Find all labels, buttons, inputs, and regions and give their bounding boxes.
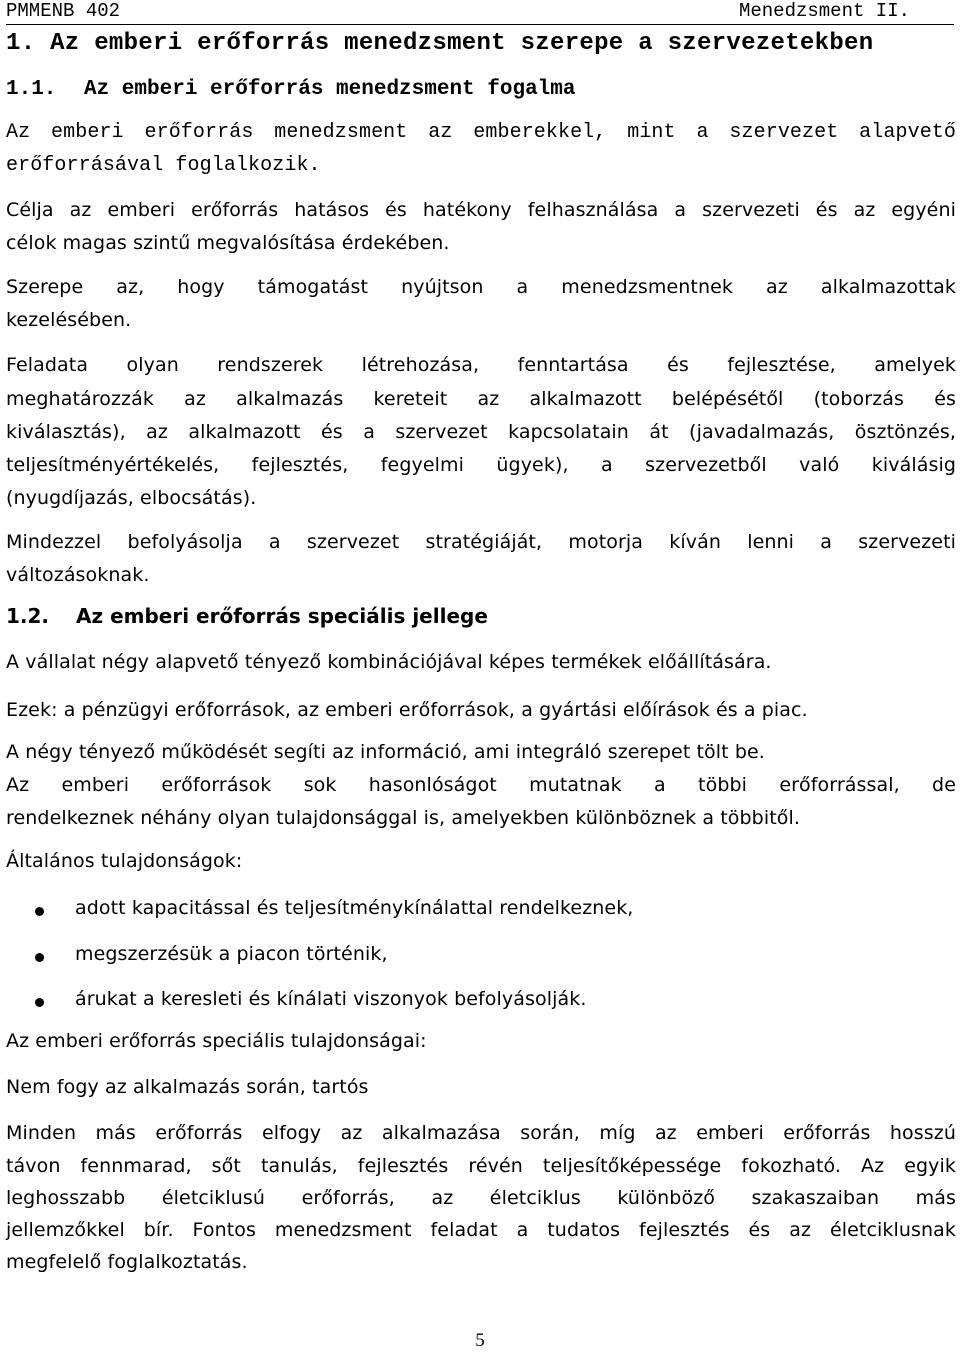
para4-line3: kiválasztás), az alkalmazott és a szervezet kapcsolatain át (javadalmazás, ösztönzés, [6,421,956,443]
para4-line5: (nyugdíjazás, elbocsátás). [6,487,257,509]
header-course-title: Menedzsment II. [738,0,910,22]
para10-line2: távon fennmarad, sőt tanulás, fejlesztés révén teljesítőképessége fokozható. Az egyik [6,1155,956,1177]
para6: A vállalat négy alapvető tényező kombinációjával képes termékek előállítására. [6,651,772,673]
para10-line4: jellemzőkkel bír. Fontos menedzsment feladat a tudatos fejlesztés és az életciklusnak [6,1219,956,1241]
section-number: 1. [6,30,36,57]
para4-line1: Feladata olyan rendszerek létrehozása, fenntartása és fejlesztése, amelyek [6,354,956,376]
general-properties-heading: Általános tulajdonságok: [6,850,243,872]
subsection-title: Az emberi erőforrás menedzsment fogalma [84,78,576,101]
subsection-number: 1.2. [6,604,50,628]
section-heading [6,30,873,57]
subsection-number: 1.1. [6,78,57,101]
para1-line1: Az emberi erőforrás menedzsment az emberekkel, mint a szervezet alapvető [6,121,956,144]
subsection-title: Az emberi erőforrás speciális jellege [76,604,488,628]
para3-line1: Szerepe az, hogy támogatást nyújtson a menedzsmentnek az alkalmazottak [6,276,956,298]
page-number: 5 [475,1330,485,1351]
para10-line1: Minden más erőforrás elfogy az alkalmazása során, míg az emberi erőforrás hosszú [6,1122,956,1144]
bullet-icon [35,907,44,916]
para9-line1: Az emberi erőforrások sok hasonlóságot mutatnak a többi erőforrással, de [6,774,956,796]
para9-line2: rendelkeznek néhány olyan tulajdonsággal is, amelyekben különböznek a többitől. [6,807,801,829]
para7: Ezek: a pénzügyi erőforrások, az emberi erőforrások, a gyártási előírások és a piac. [6,699,808,721]
para2-line2: célok magas szintű megvalósítása érdekében. [6,232,450,254]
section-title: Az emberi erőforrás menedzsment szerepe a szervezetekben [50,30,874,57]
list-item-text: megszerzésük a piacon történik, [75,943,388,965]
para10-line3: leghosszabb életciklusú erőforrás, az életciklus különböző szakaszaiban más [6,1187,956,1209]
para5-line1: Mindezzel befolyásolja a szervezet stratégiáját, motorja kíván lenni a szervezeti [6,531,956,553]
header-course-code: PMMENB 402 [6,0,121,22]
para5-line2: változásoknak. [6,564,150,586]
para4-line2: meghatározzák az alkalmazás kereteit az alkalmazott belépésétől (toborzás és [6,388,956,410]
list-item-text: árukat a keresleti és kínálati viszonyok befolyásolják. [75,988,587,1010]
subsection-heading-1-2 [6,604,488,628]
para2-line1: Célja az emberi erőforrás hatásos és hatékony felhasználása a szervezeti és az egyéni [6,199,956,221]
para3-line2: kezelésében. [6,309,132,331]
para8: A négy tényező működését segíti az információ, ami integráló szerepet tölt be. [6,741,765,763]
list-item-text: adott kapacitással és teljesítménykínálattal rendelkeznek, [75,897,634,919]
subsection-heading-1-1 [6,78,575,101]
bullet-icon [35,953,44,962]
special-property-item: Nem fogy az alkalmazás során, tartós [6,1076,369,1098]
para1-line2: erőforrásával foglalkozik. [6,154,321,177]
para10-line5: megfelelő foglalkoztatás. [6,1251,248,1273]
special-properties-heading: Az emberi erőforrás speciális tulajdonságai: [6,1030,427,1052]
para4-line4: teljesítményértékelés, fejlesztés, fegyelmi ügyek), a szervezetből való kiválásig [6,454,956,476]
bullet-icon [35,998,44,1007]
header-divider [6,24,954,25]
